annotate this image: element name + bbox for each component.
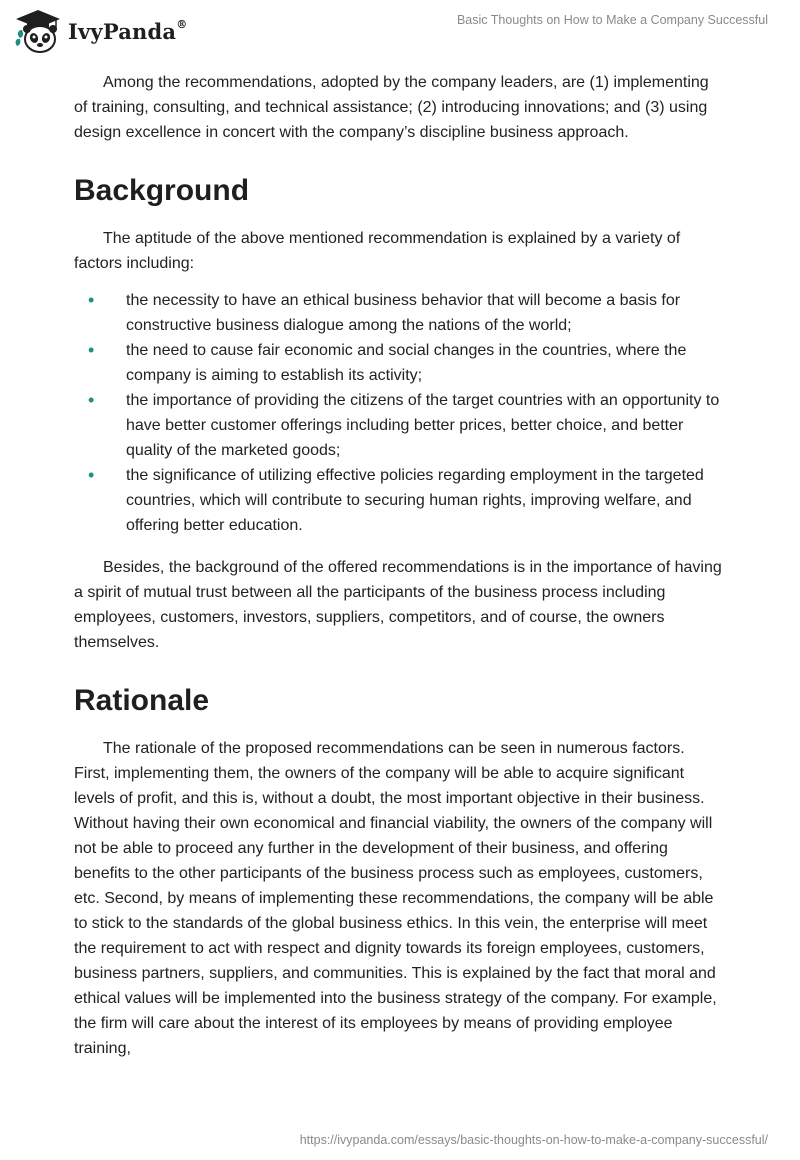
bullet-dot-icon: • [88,390,95,410]
factors-list [74,288,724,538]
background-heading: Background [74,174,250,207]
rationale-paragraph: The rationale of the proposed recommendations can be seen in numerous factors. First, implementing them, the owners of the company will be able to acquire significant levels of profit, and this is, without a doubt, the most important objective in their business. Without having their own economical and financial viability, the owners of the company will not be able to proceed any further in the development of their business, and offering benefits to the other participants of the business process such as employees, customers, etc. Second, by means of implementing these recommendations, the company will be able to stick to the standards of the global business ethics. In this vein, the enterprise will meet the requirement to act with respect and dignity towards its foreign employees, customers, business partners, suppliers, and communities. This is explained by the fact that moral and ethical values will be implemented into the business strategy of the company. For example, the firm will care about the interest of its employees by means of providing employee training, [74,740,717,1057]
list-item: • the importance of providing the citizens of the target countries with an opportunity to have better customer offerings including better prices, better choice, and better quality of the marketed goods; [88,390,720,459]
background-closing-paragraph: Besides, the background of the offered recommendations is in the importance of having a spirit of mutual trust between all the participants of the business process including employees, customers, investors, suppliers, competitors, and of course, the owners themselves. [74,559,722,651]
background-lead-paragraph: The aptitude of the above mentioned recommendation is explained by a variety of factors including: [74,230,681,272]
registered-mark: ® [176,17,188,31]
rationale-heading: Rationale [74,684,210,717]
source-url-link[interactable]: https://ivypanda.com/essays/basic-thoughts-on-how-to-make-a-company-successful/ [299,1133,768,1147]
bullet-dot-icon: • [88,465,95,485]
list-item: • the need to cause fair economic and social changes in the countries, where the company is aiming to establish its activity; [88,340,687,384]
ivypanda-logo[interactable] [14,8,187,54]
list-item: • the necessity to have an ethical business behavior that will become a basis for constructive business dialogue among the nations of the world; [88,290,681,334]
bullet-dot-icon: • [88,340,95,360]
bullet-dot-icon: • [88,290,95,310]
intro-paragraph: Among the recommendations, adopted by the company leaders, are (1) implementing of training, consulting, and technical assistance; (2) introducing innovations; and (3) using design excellence in concert with the company’s discipline business approach. [74,74,709,141]
panda-graduation-cap-icon [14,8,62,54]
brand-name: IvyPanda® [68,17,188,44]
list-item: • the significance of utilizing effective policies regarding employment in the targeted countries, which will contribute to securing human rights, improving welfare, and offering better education. [88,465,704,534]
page-header [0,0,800,64]
document-title: Basic Thoughts on How to Make a Company Successful [456,13,768,27]
essay-content [74,70,724,1061]
